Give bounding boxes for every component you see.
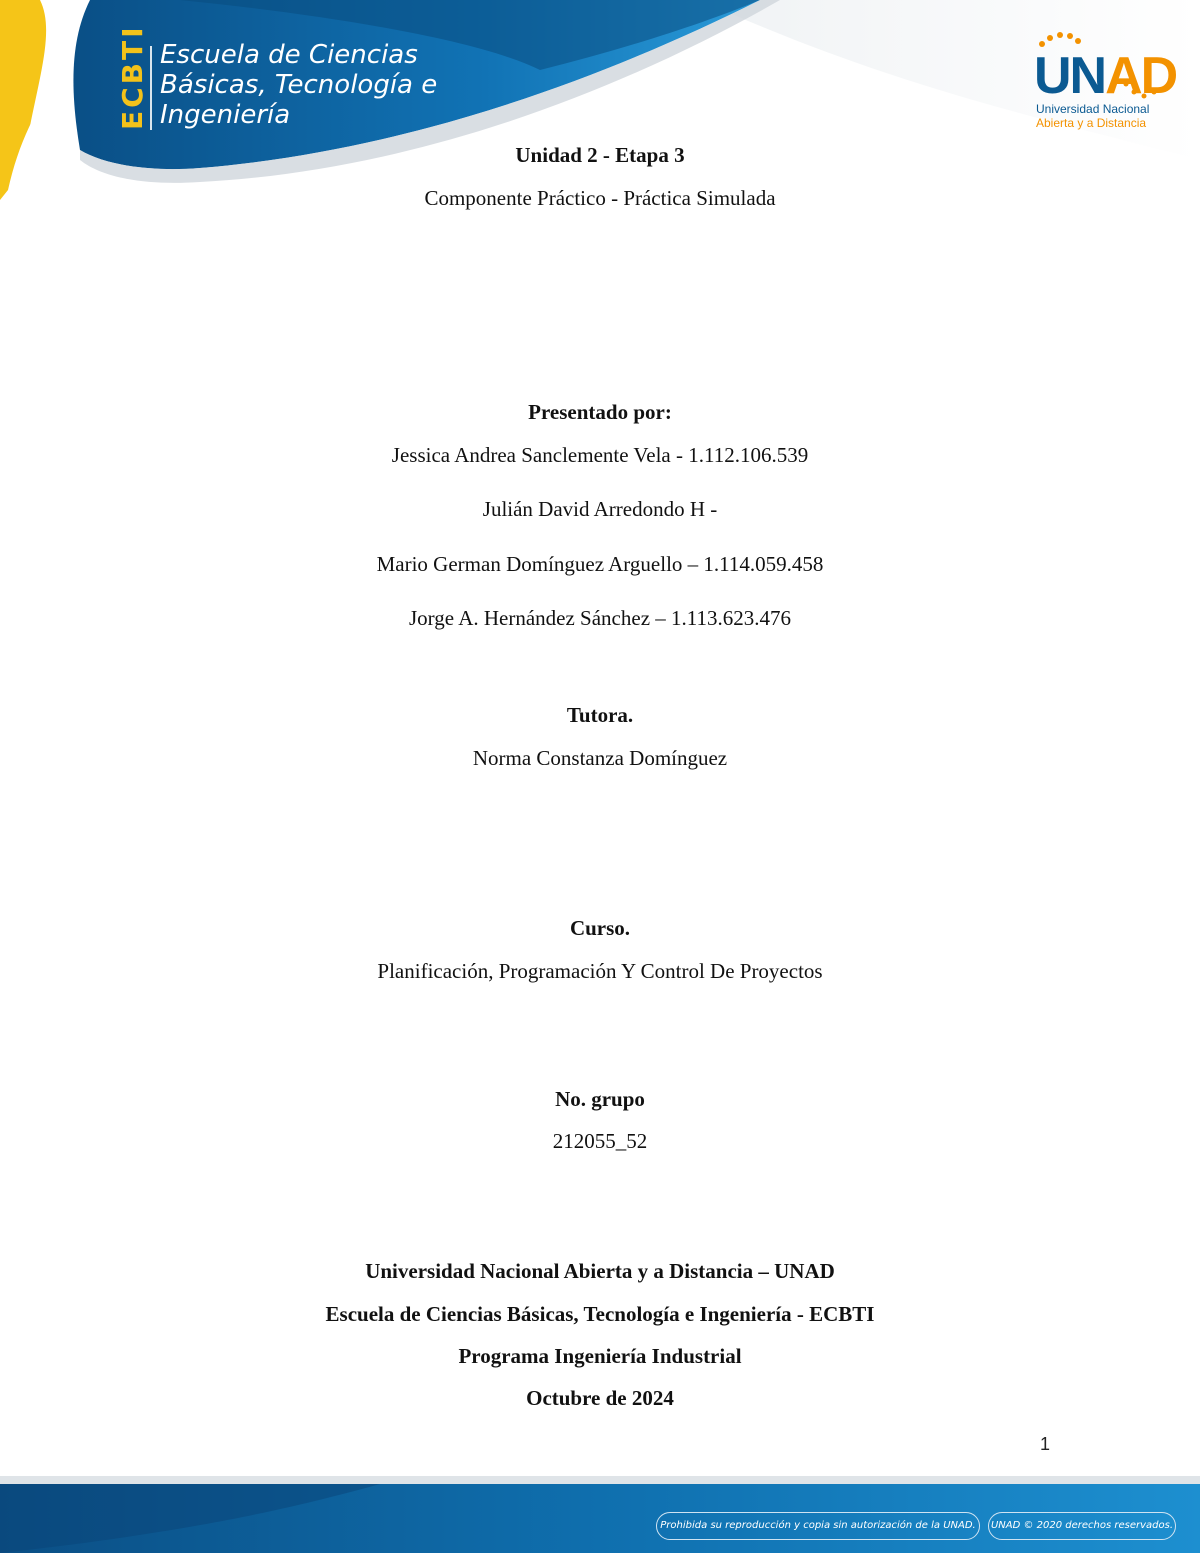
- author-1: Jessica Andrea Sanclemente Vela - 1.112.106.539: [391, 443, 809, 467]
- group-label: No. grupo: [555, 1087, 645, 1111]
- school-name-line-3: Ingeniería: [160, 100, 291, 130]
- unad-logo: [1030, 30, 1177, 140]
- page-number: 1: [1040, 1434, 1051, 1454]
- course-name: Planificación, Programación Y Control De Proyectos: [377, 959, 823, 983]
- footer-rights-notice: UNAD © 2020 derechos reservados.: [988, 1512, 1176, 1540]
- tutor-name: Norma Constanza Domínguez: [472, 746, 728, 770]
- institution-line-1: Universidad Nacional Abierta y a Distancia – UNAD: [365, 1259, 835, 1283]
- presented-label: Presentado por:: [528, 400, 672, 424]
- institution-line-3: Programa Ingeniería Industrial: [458, 1344, 742, 1368]
- author-2: Julián David Arredondo H -: [482, 497, 718, 521]
- author-4: Jorge A. Hernández Sánchez – 1.113.623.476: [409, 606, 791, 630]
- logo-line-2: Abierta y a Distancia: [1036, 116, 1147, 130]
- institution-date: Octubre de 2024: [526, 1386, 674, 1410]
- tutor-label: Tutora.: [566, 703, 634, 727]
- ecbti-vertical-label: ECBTI: [116, 24, 149, 130]
- document-title: Unidad 2 - Etapa 3: [515, 143, 685, 167]
- school-name: [160, 40, 437, 130]
- document-subtitle: Componente Práctico - Práctica Simulada: [424, 186, 776, 210]
- course-label: Curso.: [569, 916, 631, 940]
- school-name-line-1: Escuela de Ciencias: [160, 40, 418, 70]
- header-divider: [150, 46, 152, 130]
- logo-wordmark: UNAD: [1034, 47, 1177, 105]
- school-name-line-2: Básicas, Tecnología e: [160, 70, 438, 100]
- author-3: Mario German Domínguez Arguello – 1.114.059.458: [376, 552, 824, 576]
- footer-copyright-notice: Prohibida su reproducción y copia sin autorización de la UNAD.: [656, 1512, 980, 1540]
- logo-line-1: Universidad Nacional: [1036, 102, 1150, 116]
- institution-line-2: Escuela de Ciencias Básicas, Tecnología e Ingeniería - ECBTI: [325, 1302, 875, 1326]
- group-number: 212055_52: [552, 1129, 648, 1153]
